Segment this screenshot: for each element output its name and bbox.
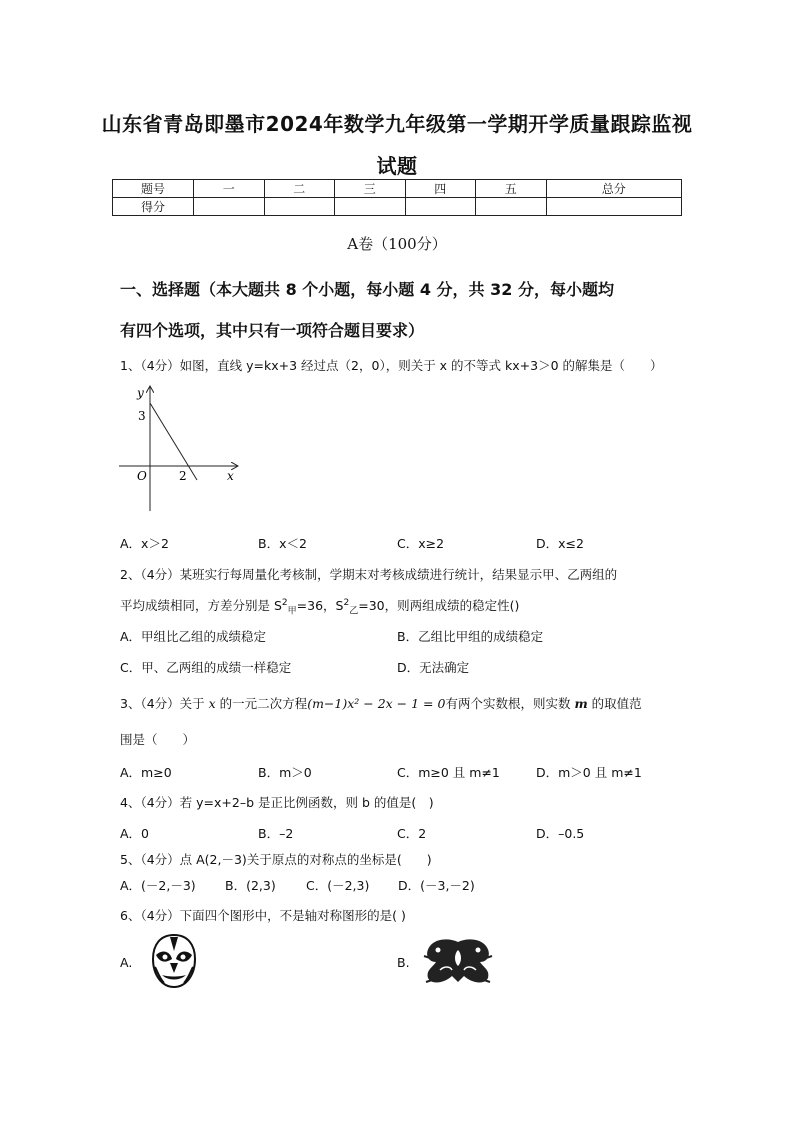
graph-y-label: y bbox=[137, 386, 144, 400]
q2-square-2: 2 bbox=[343, 597, 350, 608]
question-6-stem: 6、（4分）下面四个图形中，不是轴对称图形的是( ) bbox=[120, 908, 406, 923]
score-cell: 四 bbox=[405, 180, 476, 198]
score-cell: 题号 bbox=[113, 180, 194, 198]
q2-option-b[interactable]: B．乙组比甲组的成绩稳定 bbox=[397, 629, 544, 644]
q1-option-a[interactable]: A．x＞2 bbox=[120, 536, 169, 551]
q3-text-d: 的取值范 bbox=[587, 696, 642, 711]
q4-option-a[interactable]: A．0 bbox=[120, 826, 150, 841]
score-table-score-row bbox=[113, 198, 682, 216]
score-cell: 二 bbox=[264, 180, 335, 198]
q2-text-c: =36，S bbox=[296, 598, 344, 613]
paper-section-heading: A卷（100分） bbox=[347, 235, 447, 253]
q2-text-a: 平均成绩相同，方差分别是 S bbox=[120, 598, 282, 613]
graph-x-intercept-label: 2 bbox=[179, 469, 187, 483]
question-5-stem: 5、（4分）点 A(2,－3)关于原点的对称点的坐标是( ) bbox=[120, 852, 432, 867]
q3-text-b: 的一元二次方程 bbox=[215, 696, 308, 711]
q2-sub-jia: 甲 bbox=[287, 606, 297, 617]
q3-equation: (m−1)x² − 2x − 1 = 0 bbox=[307, 696, 446, 711]
q6-option-b[interactable]: B. bbox=[397, 955, 410, 970]
graph-origin-label: O bbox=[137, 469, 147, 483]
question-4-stem: 4、（4分）若 y=x+2–b 是正比例函数，则 b 的值是( ) bbox=[120, 795, 434, 810]
q2-sub-yi: 乙 bbox=[349, 606, 359, 617]
section-1-heading-line2: 有四个选项，其中只有一项符合题目要求） bbox=[120, 321, 425, 340]
q3-option-a[interactable]: A．m≥0 bbox=[120, 765, 172, 780]
q3-var-m: m bbox=[574, 696, 588, 711]
score-cell: 总分 bbox=[546, 180, 682, 198]
title-line-1: 山东省青岛即墨市2024年数学九年级第一学期开学质量跟踪监视 bbox=[101, 112, 693, 136]
q5-option-b[interactable]: B．(2,3) bbox=[225, 878, 276, 893]
score-cell: 三 bbox=[335, 180, 406, 198]
opera-mask-image[interactable] bbox=[150, 933, 198, 989]
score-blank-cell[interactable] bbox=[194, 198, 265, 216]
q3-option-d[interactable]: D．m＞0 且 m≠1 bbox=[536, 765, 642, 780]
score-blank-cell[interactable] bbox=[335, 198, 406, 216]
q2-option-d[interactable]: D．无法确定 bbox=[397, 660, 470, 675]
q5-option-a[interactable]: A．(－2,－3) bbox=[120, 878, 196, 893]
graph-y-intercept-label: 3 bbox=[138, 409, 146, 423]
line-y-kx-3 bbox=[150, 403, 197, 480]
q3-text-c: 有两个实数根，则实数 bbox=[445, 696, 575, 711]
section-1-heading-line1: 一、选择题（本大题共 8 个小题，每小题 4 分，共 32 分，每小题均 bbox=[120, 280, 614, 299]
twin-dragon-image[interactable] bbox=[422, 936, 494, 988]
q1-option-b[interactable]: B．x＜2 bbox=[258, 536, 307, 551]
score-blank-cell[interactable] bbox=[405, 198, 476, 216]
q5-option-d[interactable]: D．(－3,－2) bbox=[398, 878, 475, 893]
score-cell: 一 bbox=[194, 180, 265, 198]
q2-square-1: 2 bbox=[281, 597, 288, 608]
q2-text-e: =30，则两组成绩的稳定性() bbox=[358, 598, 520, 613]
q3-option-b[interactable]: B．m＞0 bbox=[258, 765, 312, 780]
q3-text-a: 3、（4分）关于 bbox=[120, 696, 209, 711]
score-blank-cell[interactable] bbox=[264, 198, 335, 216]
q1-option-c[interactable]: C．x≥2 bbox=[397, 536, 445, 551]
score-blank-cell[interactable] bbox=[476, 198, 547, 216]
q1-option-d[interactable]: D．x≤2 bbox=[536, 536, 584, 551]
graph-x-label: x bbox=[227, 469, 234, 483]
question-2-stem-line1: 2、（4分）某班实行每周量化考核制，学期末对考核成绩进行统计，结果显示甲、乙两组的 bbox=[120, 567, 618, 582]
score-cell: 五 bbox=[476, 180, 547, 198]
q3-var-x: x bbox=[208, 696, 216, 711]
q3-option-c[interactable]: C．m≥0 且 m≠1 bbox=[397, 765, 500, 780]
question-3-stem-line1 bbox=[120, 694, 642, 712]
score-table-header-row bbox=[113, 180, 682, 198]
score-blank-cell[interactable] bbox=[546, 198, 682, 216]
q4-option-d[interactable]: D．–0.5 bbox=[536, 826, 585, 841]
question-1-graph bbox=[115, 383, 245, 513]
title-line-2: 试题 bbox=[376, 154, 418, 178]
q5-option-c[interactable]: C．(－2,3) bbox=[306, 878, 370, 893]
q4-option-c[interactable]: C．2 bbox=[397, 826, 427, 841]
q6-option-a[interactable]: A. bbox=[120, 955, 133, 970]
question-1-stem: 1、（4分）如图，直线 y=kx+3 经过点（2，0），则关于 x 的不等式 kx+3＞0 的解集是（ ） bbox=[120, 358, 663, 373]
score-cell: 得分 bbox=[113, 198, 194, 216]
question-3-stem-line2: 围是（ ） bbox=[120, 732, 196, 747]
q2-option-a[interactable]: A．甲组比乙组的成绩稳定 bbox=[120, 629, 267, 644]
q2-option-c[interactable]: C．甲、乙两组的成绩一样稳定 bbox=[120, 660, 292, 675]
question-2-stem-line2 bbox=[120, 596, 519, 617]
q4-option-b[interactable]: B．–2 bbox=[258, 826, 294, 841]
score-table bbox=[112, 179, 682, 216]
